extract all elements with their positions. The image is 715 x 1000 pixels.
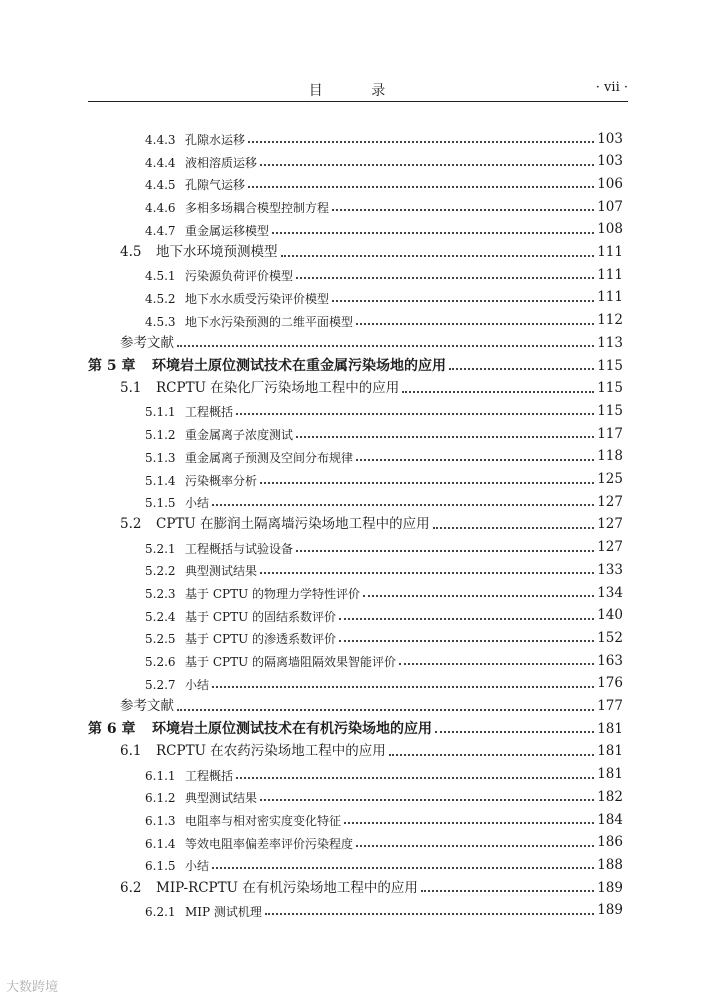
toc-entry-page: 163 bbox=[597, 652, 623, 669]
toc-entry-number: 4.4.3 bbox=[145, 133, 176, 147]
toc-entry-title: 典型测试结果 bbox=[185, 791, 258, 806]
toc-entry-page: 140 bbox=[597, 607, 623, 624]
toc-entry-page: 177 bbox=[597, 698, 623, 714]
toc-entry-title: 重金属离子浓度测试 bbox=[185, 428, 294, 443]
toc-dot-leader bbox=[356, 459, 594, 461]
toc-entry-page: 127 bbox=[597, 516, 623, 533]
toc-entry-number: 4.5.3 bbox=[145, 314, 176, 329]
toc-entry-number: 4.4.6 bbox=[145, 201, 176, 216]
toc-entry-number: 5.2.3 bbox=[145, 587, 176, 601]
toc-entry-number: 6.1.2 bbox=[145, 791, 176, 806]
toc-entry-number: 第 6 章 bbox=[88, 721, 136, 738]
toc-entry-title: 基于 CPTU 的渗透系数评价 bbox=[185, 632, 337, 647]
toc-entry-number: 4.5.2 bbox=[145, 291, 176, 306]
toc-entry-number: 第 5 章 bbox=[88, 358, 136, 374]
toc-entry-page: 111 bbox=[597, 244, 623, 260]
toc-dot-leader bbox=[177, 345, 594, 347]
toc-entry-title: 重金属离子预测及空间分布规律 bbox=[185, 450, 354, 465]
toc-dot-leader bbox=[260, 799, 594, 801]
toc-section-entry[interactable] bbox=[145, 669, 623, 691]
toc-dot-leader bbox=[236, 777, 594, 779]
toc-section-entry[interactable] bbox=[145, 215, 623, 237]
toc-entry-page: 176 bbox=[597, 675, 623, 692]
toc-dot-leader bbox=[339, 640, 594, 642]
toc-entry-number: 5.1.1 bbox=[145, 405, 176, 420]
toc-dot-leader bbox=[272, 232, 594, 234]
toc-dot-leader bbox=[433, 527, 595, 529]
toc-references-entry[interactable] bbox=[120, 692, 623, 714]
toc-entry-page: 112 bbox=[597, 312, 623, 329]
toc-section-entry[interactable] bbox=[145, 124, 623, 146]
toc-section-entry[interactable] bbox=[145, 828, 623, 850]
toc-entry-title: CPTU 在膨润土隔离墙污染场地工程中的应用 bbox=[156, 516, 430, 533]
toc-dot-leader bbox=[281, 255, 595, 257]
toc-entry-number: 5.1.3 bbox=[145, 450, 176, 465]
toc-section-entry[interactable] bbox=[145, 147, 623, 169]
toc-references-entry[interactable] bbox=[120, 328, 623, 350]
header-rule bbox=[88, 101, 628, 102]
toc-dot-leader bbox=[402, 391, 594, 393]
toc-entry-number: 6.1 bbox=[120, 743, 142, 760]
header-title: 目 录 bbox=[308, 83, 408, 99]
toc-section-entry[interactable] bbox=[120, 510, 623, 532]
running-header bbox=[88, 78, 628, 100]
toc-entry-number: 5.1.5 bbox=[145, 496, 176, 511]
toc-entry-title: MIP-RCPTU 在有机污染场地工程中的应用 bbox=[156, 879, 418, 896]
toc-dot-leader bbox=[449, 368, 594, 370]
toc-section-entry[interactable] bbox=[120, 238, 623, 260]
toc-dot-leader bbox=[212, 867, 594, 869]
toc-entry-title: MIP 测试机理 bbox=[185, 904, 262, 919]
toc-entry-number: 4.5.1 bbox=[145, 269, 176, 284]
toc-entry-page: 127 bbox=[597, 539, 623, 556]
toc-section-entry[interactable] bbox=[145, 555, 623, 577]
toc-entry-title: 工程概括 bbox=[185, 405, 234, 420]
toc-entry-number: 5.2.7 bbox=[145, 677, 176, 692]
toc-section-entry[interactable] bbox=[120, 737, 623, 759]
toc-section-entry[interactable] bbox=[145, 260, 623, 282]
toc-entry-page: 189 bbox=[597, 902, 623, 919]
toc-section-entry[interactable] bbox=[145, 805, 623, 827]
toc-dot-leader bbox=[260, 164, 594, 166]
toc-section-entry[interactable] bbox=[145, 192, 623, 214]
toc-entry-page: 181 bbox=[597, 766, 623, 783]
toc-section-entry[interactable] bbox=[145, 396, 623, 418]
toc-dot-leader bbox=[236, 413, 594, 415]
toc-section-entry[interactable] bbox=[145, 306, 623, 328]
toc-entry-title: RCPTU 在染化厂污染场地工程中的应用 bbox=[156, 380, 400, 397]
toc-entry-page: 125 bbox=[597, 471, 623, 487]
toc-entry-title: 小结 bbox=[185, 496, 210, 511]
toc-entry-page: 111 bbox=[597, 266, 623, 283]
toc-entry-title: 污染概率分析 bbox=[185, 473, 258, 488]
toc-dot-leader bbox=[260, 572, 594, 574]
toc-entry-page: 182 bbox=[597, 788, 623, 805]
toc-entry-number: 6.2 bbox=[120, 879, 142, 896]
toc-entry-title: 工程概括 bbox=[185, 768, 234, 783]
toc-entry-title: 地下水环境预测模型 bbox=[156, 244, 278, 260]
toc-entry-page: 127 bbox=[597, 493, 623, 510]
toc-dot-leader bbox=[389, 754, 594, 756]
toc-entry-title: 多相多场耦合模型控制方程 bbox=[185, 201, 330, 216]
toc-entry-number: 4.4.5 bbox=[145, 178, 176, 193]
toc-section-entry[interactable] bbox=[145, 487, 623, 509]
toc-entry-title: 孔隙气运移 bbox=[185, 178, 246, 193]
toc-entry-number: 6.1.3 bbox=[145, 814, 176, 828]
toc-entry-page: 189 bbox=[597, 879, 623, 896]
toc-entry-title: 液相溶质运移 bbox=[185, 155, 258, 170]
toc-section-entry[interactable] bbox=[145, 850, 623, 872]
toc-dot-leader bbox=[435, 731, 594, 733]
toc-entry-page: 107 bbox=[597, 198, 623, 215]
toc-entry-page: 186 bbox=[597, 834, 623, 851]
toc-entry-title: 环境岩土原位测试技术在有机污染场地的应用 bbox=[152, 721, 432, 738]
toc-entry-number: 6.1.1 bbox=[145, 768, 176, 783]
toc-dot-leader bbox=[296, 550, 594, 552]
toc-section-entry[interactable] bbox=[145, 896, 623, 918]
toc-entry-page: 181 bbox=[597, 743, 623, 760]
toc-entry-page: 117 bbox=[597, 425, 623, 442]
toc-entry-number: 5.1.4 bbox=[145, 473, 176, 488]
toc-dot-leader bbox=[332, 300, 594, 302]
toc-dot-leader bbox=[421, 890, 594, 892]
toc-dot-leader bbox=[296, 277, 594, 279]
toc-entry-title: 等效电阻率偏差率评价污染程度 bbox=[185, 836, 354, 851]
toc-section-entry[interactable] bbox=[145, 578, 623, 600]
toc-entry-page: 184 bbox=[597, 811, 623, 828]
toc-entry-title: 基于 CPTU 的固结系数评价 bbox=[185, 609, 337, 624]
toc-dot-leader bbox=[356, 323, 594, 325]
toc-entry-title: 小结 bbox=[185, 677, 210, 692]
toc-section-entry[interactable] bbox=[120, 374, 623, 396]
toc-entry-number: 4.4.7 bbox=[145, 223, 176, 238]
toc-dot-leader bbox=[296, 436, 594, 438]
header-page-number: · vii · bbox=[595, 80, 628, 95]
toc-section-entry[interactable] bbox=[145, 442, 623, 464]
toc-dot-leader bbox=[399, 663, 594, 665]
toc-entry-title: 参考文献 bbox=[120, 698, 174, 714]
toc-section-entry[interactable] bbox=[145, 283, 623, 305]
toc-entry-number: 6.2.1 bbox=[145, 904, 176, 919]
toc-entry-number: 6.1.5 bbox=[145, 859, 176, 874]
toc-dot-leader bbox=[344, 822, 594, 824]
toc-entry-number: 4.4.4 bbox=[145, 155, 176, 170]
toc-entry-page: 103 bbox=[597, 153, 623, 170]
toc-entry-title: RCPTU 在农药污染场地工程中的应用 bbox=[156, 743, 386, 760]
toc-entry-number: 4.5 bbox=[120, 244, 142, 260]
toc-dot-leader bbox=[260, 482, 594, 484]
toc-entry-number: 5.2.2 bbox=[145, 564, 176, 579]
toc-entry-title: 重金属运移模型 bbox=[185, 223, 270, 238]
toc-section-entry[interactable] bbox=[145, 760, 623, 782]
toc-entry-number: 5.1.2 bbox=[145, 428, 176, 443]
toc-entry-title: 基于 CPTU 的隔离墙阻隔效果智能评价 bbox=[185, 655, 397, 670]
toc-entry-page: 111 bbox=[597, 289, 623, 306]
toc-dot-leader bbox=[248, 186, 594, 188]
toc-entry-title: 小结 bbox=[185, 859, 210, 874]
toc-entry-page: 188 bbox=[597, 856, 623, 873]
toc-entry-page: 115 bbox=[597, 380, 623, 397]
toc-entry-title: 电阻率与相对密实度变化特征 bbox=[185, 814, 342, 828]
toc-section-entry[interactable] bbox=[145, 601, 623, 623]
toc-dot-leader bbox=[356, 845, 594, 847]
toc-entry-title: 工程概括与试验设备 bbox=[185, 541, 294, 556]
toc-entry-number: 6.1.4 bbox=[145, 836, 176, 851]
toc-entry-number: 5.1 bbox=[120, 380, 142, 397]
toc-entry-page: 113 bbox=[597, 334, 623, 351]
toc-chapter-entry[interactable] bbox=[88, 351, 623, 373]
toc-dot-leader bbox=[265, 913, 594, 915]
toc-entry-title: 参考文献 bbox=[120, 334, 174, 351]
toc-entry-page: 106 bbox=[597, 175, 623, 192]
toc-section-entry[interactable] bbox=[120, 873, 623, 895]
toc-entry-page: 133 bbox=[597, 561, 623, 578]
toc-section-entry[interactable] bbox=[145, 623, 623, 645]
toc-entry-title: 孔隙水运移 bbox=[185, 133, 246, 147]
toc-entry-title: 典型测试结果 bbox=[185, 564, 258, 579]
toc-section-entry[interactable] bbox=[145, 169, 623, 191]
toc-entry-page: 181 bbox=[597, 720, 623, 737]
toc-entry-number: 5.2.6 bbox=[145, 655, 176, 670]
toc-entry-number: 5.2.5 bbox=[145, 632, 176, 647]
toc-entry-page: 115 bbox=[597, 357, 623, 374]
toc-dot-leader bbox=[248, 141, 594, 143]
toc-entry-number: 5.2.1 bbox=[145, 541, 176, 556]
toc-entry-title: 环境岩土原位测试技术在重金属污染场地的应用 bbox=[152, 358, 446, 374]
toc-entry-title: 地下水污染预测的二维平面模型 bbox=[185, 314, 354, 329]
toc-dot-leader bbox=[177, 709, 594, 711]
toc-entry-number: 5.2.4 bbox=[145, 609, 176, 624]
toc-entry-title: 污染源负荷评价模型 bbox=[185, 269, 294, 284]
toc-section-entry[interactable] bbox=[145, 419, 623, 441]
toc-entry-page: 103 bbox=[597, 130, 623, 147]
toc-chapter-entry[interactable] bbox=[88, 714, 623, 736]
toc-entry-page: 115 bbox=[597, 402, 623, 419]
toc-dot-leader bbox=[339, 618, 594, 620]
watermark-logo: 大数跨境 bbox=[6, 980, 59, 995]
toc-section-entry[interactable] bbox=[145, 782, 623, 804]
toc-entry-title: 基于 CPTU 的物理力学特性评价 bbox=[185, 587, 361, 601]
toc-entry-title: 地下水水质受污染评价模型 bbox=[185, 291, 330, 306]
toc-dot-leader bbox=[332, 209, 594, 211]
toc-dot-leader bbox=[212, 504, 594, 506]
toc-section-entry[interactable] bbox=[145, 465, 623, 487]
toc-entry-number: 5.2 bbox=[120, 516, 142, 533]
toc-dot-leader bbox=[363, 595, 594, 597]
toc-dot-leader bbox=[212, 686, 594, 688]
toc-entry-page: 134 bbox=[597, 584, 623, 601]
toc-entry-page: 108 bbox=[597, 221, 623, 238]
toc-entry-page: 152 bbox=[597, 629, 623, 646]
toc-section-entry[interactable] bbox=[145, 646, 623, 668]
toc-entry-page: 118 bbox=[597, 448, 623, 465]
toc-section-entry[interactable] bbox=[145, 533, 623, 555]
